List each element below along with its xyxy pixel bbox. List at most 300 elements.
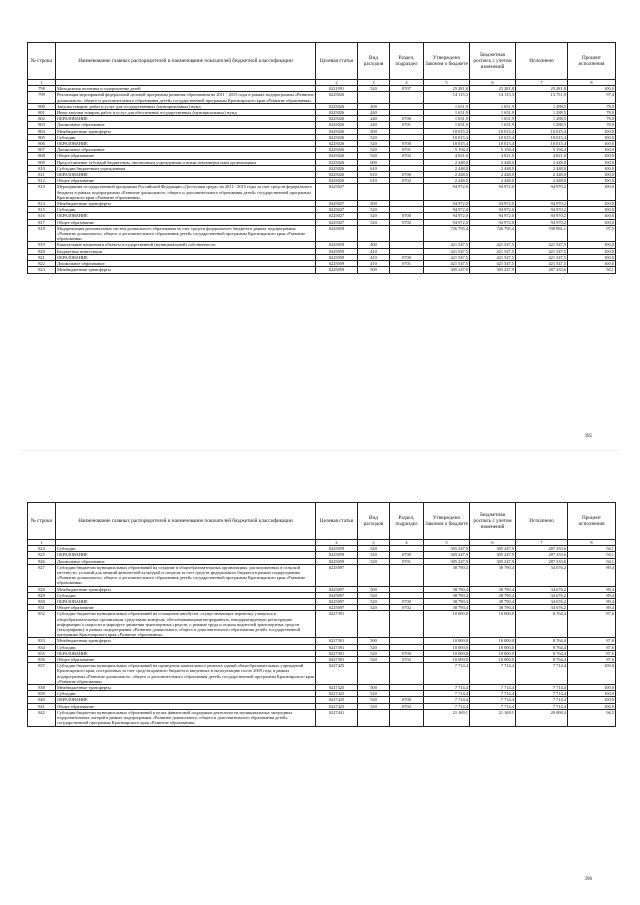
target-article-cell: 0225026	[316, 153, 358, 159]
row-number-cell: 814	[28, 201, 56, 207]
approved-amount-cell: 94 972,0	[424, 201, 470, 207]
index-cell: 1	[28, 80, 56, 86]
expense-type-cell: 520	[358, 219, 390, 225]
percent-cell: 100,0	[568, 134, 616, 140]
row-number-cell: 807	[28, 147, 56, 153]
executed-amount-cell: 4 821,0	[516, 153, 568, 159]
target-article-cell: 0225027	[316, 219, 358, 225]
roster-amount-cell: 1 651,9	[470, 110, 516, 116]
percent-cell: 94,1	[568, 267, 616, 273]
target-article-cell: 0225097	[316, 599, 358, 605]
executed-amount-cell: 7 714,4	[516, 663, 568, 685]
executed-amount-cell: 2 448,0	[516, 159, 568, 165]
roster-amount-cell: 305 247,9	[470, 552, 516, 558]
row-name-cell: Межбюджетные трансферты	[56, 586, 316, 592]
row-number-cell: 817	[28, 219, 56, 225]
page-number: 395	[584, 434, 592, 439]
row-name-cell: Межбюджетные трансферты	[56, 128, 316, 134]
section-cell: 0702	[390, 153, 424, 159]
row-number-cell: 800	[28, 103, 56, 109]
index-cell: 6	[470, 80, 516, 86]
percent-cell: 89,4	[568, 586, 616, 592]
approved-amount-cell: 21 169,1	[424, 709, 470, 726]
col-header-approved: Утверждено Законом о бюджете	[424, 503, 470, 540]
table-body	[28, 546, 616, 726]
roster-amount-cell: 94 972,0	[470, 207, 516, 213]
section-cell: 0702	[390, 219, 424, 225]
roster-amount-cell: 94 972,0	[470, 201, 516, 207]
target-article-cell: 0225097	[316, 592, 358, 598]
percent-cell: 100,0	[568, 242, 616, 248]
page-number: 396	[584, 877, 592, 882]
percent-cell: 100,0	[568, 248, 616, 254]
row-name-cell: Дошкольное образование	[56, 261, 316, 267]
executed-amount-cell: 7 714,4	[516, 697, 568, 703]
section-cell: 0700	[390, 254, 424, 260]
table-row	[28, 267, 616, 273]
budget-table-page-396	[27, 502, 616, 727]
target-article-cell: 0225059	[316, 248, 358, 254]
executed-amount-cell: 2 448,0	[516, 172, 568, 178]
document-page-395	[0, 0, 640, 448]
roster-amount-cell: 14 115,3	[470, 92, 516, 103]
row-name-cell: Бюджетные инвестиции	[56, 248, 316, 254]
target-article-cell: 0225026	[316, 122, 358, 128]
expense-type-cell: 500	[358, 128, 390, 134]
target-article-cell: 0225026	[316, 178, 358, 184]
approved-amount-cell: 2 448,0	[424, 178, 470, 184]
roster-amount-cell: 10 000,0	[470, 644, 516, 650]
header-row	[28, 43, 616, 80]
executed-amount-cell: 10 015,4	[516, 141, 568, 147]
percent-cell: 94,1	[568, 552, 616, 558]
col-header-executed: Исполнено	[516, 43, 568, 80]
section-cell	[390, 663, 424, 685]
row-number-cell: 837	[28, 663, 56, 685]
approved-amount-cell: 38 790,4	[424, 599, 470, 605]
col-header-name: Наименование главных распорядителей и наименование показателей бюджетной классификации	[56, 43, 316, 80]
col-header-num: № строки	[28, 43, 56, 80]
col-header-razdel: Раздел, подраздел	[390, 43, 424, 80]
index-cell: 5	[424, 80, 470, 86]
approved-amount-cell: 94 972,0	[424, 207, 470, 213]
target-article-cell: 0225059	[316, 558, 358, 564]
percent-cell: 100,0	[568, 165, 616, 171]
percent-cell: 87,6	[568, 611, 616, 638]
row-number-cell: 828	[28, 586, 56, 592]
target-article-cell: 0225097	[316, 586, 358, 592]
approved-amount-cell: 10 000,0	[424, 650, 470, 656]
row-name-cell: Молодежная политика и оздоровление детей	[56, 86, 316, 92]
expense-type-cell	[358, 663, 390, 685]
row-name-cell: Субсидии	[56, 592, 316, 598]
approved-amount-cell: 10 000,0	[424, 657, 470, 663]
expense-type-cell: 520	[358, 213, 390, 219]
row-number-cell: 833	[28, 638, 56, 644]
percent-cell: 100,0	[568, 219, 616, 225]
target-article-cell: 0227391	[316, 657, 358, 663]
percent-cell: 78,0	[568, 122, 616, 128]
approved-amount-cell: 38 790,4	[424, 592, 470, 598]
executed-amount-cell: 10 015,4	[516, 128, 568, 134]
approved-amount-cell: 1 651,9	[424, 110, 470, 116]
index-cell: 2	[316, 540, 358, 546]
approved-amount-cell: 7 714,4	[424, 663, 470, 685]
approved-amount-cell: 7 714,4	[424, 703, 470, 709]
percent-cell: 100,0	[568, 697, 616, 703]
approved-amount-cell: 38 790,4	[424, 564, 470, 586]
percent-cell: 94,1	[568, 546, 616, 552]
row-name-cell: Общее образование	[56, 703, 316, 709]
executed-amount-cell: 10 015,4	[516, 134, 568, 140]
target-article-cell: 0225097	[316, 564, 358, 586]
index-cell: 4	[390, 80, 424, 86]
approved-amount-cell: 305 247,9	[424, 552, 470, 558]
section-cell	[390, 709, 424, 726]
row-number-cell: 813	[28, 184, 56, 201]
col-header-vid: Вид расходов	[358, 43, 390, 80]
col-header-roster: Бюджетная роспись с учетом изменений	[470, 43, 516, 80]
expense-type-cell: 520	[358, 207, 390, 213]
target-article-cell: 0225059	[316, 261, 358, 267]
percent-cell: 78,0	[568, 110, 616, 116]
col-header-approved: Утверждено Законом о бюджете	[424, 43, 470, 80]
approved-amount-cell: 38 790,4	[424, 586, 470, 592]
row-number-cell: 802	[28, 116, 56, 122]
roster-amount-cell: 2 448,0	[470, 178, 516, 184]
col-header-target: Целевая статья	[316, 43, 358, 80]
index-cell: 3	[358, 80, 390, 86]
section-cell: 0701	[390, 558, 424, 564]
target-article-cell: 0225026	[316, 128, 358, 134]
executed-amount-cell: 2 448,0	[516, 165, 568, 171]
document-page-396	[0, 455, 640, 905]
roster-amount-cell: 10 000,0	[470, 638, 516, 644]
row-number-cell: 825	[28, 552, 56, 558]
expense-type-cell: 610	[358, 165, 390, 171]
expense-type-cell	[358, 92, 390, 103]
approved-amount-cell: 7 714,4	[424, 691, 470, 697]
approved-amount-cell: 421 547,5	[424, 248, 470, 254]
target-article-cell: 0225027	[316, 201, 358, 207]
row-number-cell: 826	[28, 558, 56, 564]
expense-type-cell: 500	[358, 685, 390, 691]
executed-amount-cell: 1 288,5	[516, 110, 568, 116]
executed-amount-cell: 8 764,4	[516, 638, 568, 644]
row-name-cell: Дошкольное образование	[56, 122, 316, 128]
target-article-cell: 0227391	[316, 644, 358, 650]
expense-type-cell: 520	[358, 546, 390, 552]
approved-amount-cell: 10 015,4	[424, 128, 470, 134]
executed-amount-cell: 287 333,6	[516, 546, 568, 552]
row-number-cell: 810	[28, 165, 56, 171]
percent-cell: 100,0	[568, 86, 616, 92]
approved-amount-cell: 7 714,4	[424, 697, 470, 703]
roster-amount-cell: 10 015,4	[470, 134, 516, 140]
roster-amount-cell: 5 194,4	[470, 147, 516, 153]
percent-cell: 78,0	[568, 116, 616, 122]
row-name-cell: Субсидии бюджетам муниципальных образований на проведение капитального ремонта зданий общеобразовательных учреждений Красноярского края, построенных за счет средств краевого бюджета и введенных в эксплуатацию после 2009 года, в рамках подпрограммы «Развитие дошкольного, общего и дополнительного образования детей» государственной программы Красноярского края «Развитие образования»	[57, 663, 314, 684]
expense-type-cell: 500	[358, 586, 390, 592]
row-number-cell: 805	[28, 134, 56, 140]
roster-amount-cell: 38 790,4	[470, 599, 516, 605]
row-name-cell: Межбюджетные трансферты	[56, 201, 316, 207]
roster-amount-cell: 305 247,9	[470, 546, 516, 552]
col-header-pct: Процент исполнения	[568, 503, 616, 540]
expense-type-cell: 520	[358, 703, 390, 709]
target-article-cell: 0225059	[316, 254, 358, 260]
roster-amount-cell: 94 972,0	[470, 184, 516, 201]
roster-amount-cell: 2 448,0	[470, 165, 516, 171]
section-cell	[390, 611, 424, 638]
approved-amount-cell: 2 448,0	[424, 172, 470, 178]
row-name-cell: Субсидии	[56, 207, 316, 213]
expense-type-cell: 520	[358, 697, 390, 703]
col-header-num: № строки	[28, 503, 56, 540]
executed-amount-cell: 34 676,2	[516, 592, 568, 598]
col-header-name: Наименование главных распорядителей и наименование показателей бюджетной классификации	[56, 503, 316, 540]
expense-type-cell: 520	[358, 558, 390, 564]
target-article-cell: 0227425	[316, 697, 358, 703]
executed-amount-cell: 34 676,2	[516, 564, 568, 586]
approved-amount-cell: 1 651,9	[424, 116, 470, 122]
target-article-cell: 0225027	[316, 184, 358, 201]
target-article-cell: 0225026	[316, 147, 358, 153]
expense-type-cell	[358, 184, 390, 201]
expense-type-cell: 520	[358, 644, 390, 650]
section-cell	[390, 267, 424, 273]
row-name-cell: ОБРАЗОВАНИЕ	[56, 172, 316, 178]
target-article-cell: 0225027	[316, 213, 358, 219]
target-article-cell: 0225026	[316, 165, 358, 171]
expense-type-cell: 500	[358, 638, 390, 644]
percent-cell: 78,0	[568, 103, 616, 109]
target-article-cell: 0227425	[316, 703, 358, 709]
index-cell: 7	[516, 80, 568, 86]
section-cell: 0700	[390, 141, 424, 147]
target-article-cell: 0225027	[316, 207, 358, 213]
target-article-cell: 0227425	[316, 663, 358, 685]
percent-cell: 100,0	[568, 178, 616, 184]
roster-amount-cell: 305 247,9	[470, 267, 516, 273]
section-cell: 0702	[390, 178, 424, 184]
target-article-cell: 0221991	[316, 86, 358, 92]
roster-amount-cell: 38 790,4	[470, 592, 516, 598]
percent-cell: 89,4	[568, 564, 616, 586]
row-name-cell: ОБРАЗОВАНИЕ	[56, 599, 316, 605]
row-name-cell: Дошкольное образование	[56, 147, 316, 153]
roster-amount-cell: 4 821,0	[470, 153, 516, 159]
expense-type-cell: 500	[358, 201, 390, 207]
col-header-razdel: Раздел, подраздел	[390, 503, 424, 540]
executed-amount-cell: 8 764,4	[516, 611, 568, 638]
executed-amount-cell: 13 751,9	[516, 92, 568, 103]
executed-amount-cell: 421 547,5	[516, 254, 568, 260]
expense-type-cell: 520	[358, 599, 390, 605]
target-article-cell: 0225026	[316, 141, 358, 147]
roster-amount-cell: 94 972,0	[470, 213, 516, 219]
percent-cell: 100,0	[568, 172, 616, 178]
expense-type-cell: 520	[358, 605, 390, 611]
row-number-cell: 840	[28, 697, 56, 703]
section-cell: 0702	[390, 605, 424, 611]
target-article-cell: 0225059	[316, 242, 358, 248]
expense-type-cell	[358, 709, 390, 726]
row-number-cell: 801	[28, 110, 56, 116]
executed-amount-cell: 287 333,6	[516, 558, 568, 564]
executed-amount-cell: 34 676,2	[516, 605, 568, 611]
row-name-cell: ОБРАЗОВАНИЕ	[56, 116, 316, 122]
approved-amount-cell: 38 790,4	[424, 605, 470, 611]
row-number-cell: 834	[28, 644, 56, 650]
percent-cell: 87,6	[568, 638, 616, 644]
approved-amount-cell: 1 651,9	[424, 122, 470, 128]
expense-type-cell: 520	[358, 650, 390, 656]
target-article-cell: 0227391	[316, 611, 358, 638]
row-number-cell: 822	[28, 261, 56, 267]
roster-amount-cell: 7 714,4	[470, 697, 516, 703]
approved-amount-cell: 7 714,4	[424, 685, 470, 691]
target-article-cell: 0225059	[316, 552, 358, 558]
expense-type-cell: 520	[358, 592, 390, 598]
target-article-cell: 0227425	[316, 691, 358, 697]
index-cell: 4	[390, 540, 424, 546]
executed-amount-cell: 421 547,5	[516, 248, 568, 254]
approved-amount-cell: 305 247,9	[424, 546, 470, 552]
section-cell: 0702	[390, 657, 424, 663]
row-name-cell: Субсидии бюджетам муниципальных образований в целях финансовой поддержки деятельности муниципальных загородных оздоровительных лагерей в рамках подпрограммы «Развитие дошкольного, общего и дополнительного образования детей» государственной программы Красноярского края «Развитие образования»	[56, 709, 316, 726]
row-name-cell: Субсидии	[56, 134, 316, 140]
target-article-cell: 0225059	[316, 546, 358, 552]
expense-type-cell: 520	[358, 552, 390, 558]
executed-amount-cell: 421 547,5	[516, 261, 568, 267]
row-number-cell: 808	[28, 153, 56, 159]
percent-cell: 100,0	[568, 201, 616, 207]
target-article-cell: 0225026	[316, 134, 358, 140]
percent-cell: 97,4	[568, 92, 616, 103]
roster-amount-cell: 2 448,0	[470, 159, 516, 165]
roster-amount-cell: 305 247,9	[470, 558, 516, 564]
row-number-cell: 809	[28, 159, 56, 165]
roster-amount-cell: 1 651,9	[470, 122, 516, 128]
row-name-cell: Общее образование	[56, 219, 316, 225]
row-name-cell: Субсидии бюджетным учреждениям	[56, 165, 316, 171]
percent-cell: 89,4	[568, 592, 616, 598]
executed-amount-cell: 287 333,6	[516, 267, 568, 273]
percent-cell: 94,5	[568, 709, 616, 726]
row-number-cell: 816	[28, 213, 56, 219]
row-name-cell: Межбюджетные трансферты	[56, 267, 316, 273]
row-name-cell: Субсидии	[56, 546, 316, 552]
expense-type-cell: 240	[358, 110, 390, 116]
index-cell: 8	[568, 80, 616, 86]
col-header-target: Целевая статья	[316, 503, 358, 540]
index-cell: 6	[470, 540, 516, 546]
approved-amount-cell: 25 281,8	[424, 86, 470, 92]
section-cell: 0700	[390, 697, 424, 703]
percent-cell: 100,0	[568, 159, 616, 165]
roster-amount-cell: 10 000,0	[470, 611, 516, 638]
approved-amount-cell: 305 247,9	[424, 558, 470, 564]
table-row	[28, 611, 616, 638]
executed-amount-cell: 1 288,5	[516, 122, 568, 128]
executed-amount-cell: 2 448,0	[516, 178, 568, 184]
executed-amount-cell: 94 970,2	[516, 207, 568, 213]
row-number-cell: 836	[28, 657, 56, 663]
executed-amount-cell: 25 281,8	[516, 86, 568, 92]
approved-amount-cell: 10 000,0	[424, 638, 470, 644]
row-number-cell: 811	[28, 172, 56, 178]
expense-type-cell: 410	[358, 248, 390, 254]
approved-amount-cell: 14 115,3	[424, 92, 470, 103]
row-number-cell: 819	[28, 242, 56, 248]
approved-amount-cell: 421 547,5	[424, 254, 470, 260]
executed-amount-cell: 708 881,1	[516, 225, 568, 242]
row-name-cell: ОБРАЗОВАНИЕ	[56, 650, 316, 656]
row-name-cell: Закупка товаров, работ и услуг для государственных (муниципальных) нужд	[56, 103, 316, 109]
expense-type-cell: 240	[358, 116, 390, 122]
section-cell: 0700	[390, 213, 424, 219]
approved-amount-cell: 94 972,0	[424, 219, 470, 225]
row-name-cell: Дошкольное образование	[56, 558, 316, 564]
budget-table-page-395	[27, 42, 616, 274]
percent-cell: 100,0	[568, 691, 616, 697]
expense-type-cell	[358, 225, 390, 242]
section-cell: 0707	[390, 86, 424, 92]
row-number-cell: 806	[28, 141, 56, 147]
approved-amount-cell: 94 972,0	[424, 184, 470, 201]
expense-type-cell: 520	[358, 691, 390, 697]
row-number-cell: 820	[28, 248, 56, 254]
section-cell: 0700	[390, 650, 424, 656]
target-article-cell: 0225059	[316, 267, 358, 273]
expense-type-cell: 240	[358, 122, 390, 128]
row-name-cell: Капитальные вложения в объекты государственной (муниципальной) собственности	[56, 242, 316, 248]
row-name-cell: Межбюджетные трансферты	[56, 638, 316, 644]
section-cell: 0700	[390, 116, 424, 122]
index-cell: 1	[28, 540, 56, 546]
index-cell: 8	[568, 540, 616, 546]
row-name-cell: Модернизация региональных систем дошкольного образования за счет средств федерального бюджета в рамках подпрограммы «Развитие дошкольного, общего и дополнительного образования детей» государственной программы Красноярского края «Развитие образования»	[56, 225, 316, 242]
row-number-cell: 830	[28, 599, 56, 605]
roster-amount-cell: 421 547,5	[470, 248, 516, 254]
section-cell: 0701	[390, 147, 424, 153]
percent-cell: 100,0	[568, 703, 616, 709]
section-cell	[390, 184, 424, 201]
row-number-cell: 804	[28, 128, 56, 134]
row-number-cell: 835	[28, 650, 56, 656]
approved-amount-cell: 10 015,4	[424, 141, 470, 147]
row-number-cell: 841	[28, 703, 56, 709]
expense-type-cell: 520	[358, 153, 390, 159]
row-name-cell: Субсидии	[56, 691, 316, 697]
col-header-pct: Процент исполнения	[568, 43, 616, 80]
row-number-cell: 799	[28, 92, 56, 103]
approved-amount-cell: 10 015,4	[424, 134, 470, 140]
executed-amount-cell: 8 764,4	[516, 657, 568, 663]
row-number-cell: 827	[28, 564, 56, 586]
executed-amount-cell: 8 764,4	[516, 650, 568, 656]
table-row	[28, 225, 616, 242]
table-body	[28, 86, 616, 273]
executed-amount-cell: 20 008,4	[516, 709, 568, 726]
executed-amount-cell: 94 970,2	[516, 184, 568, 201]
row-number-cell: 803	[28, 122, 56, 128]
target-article-cell: 0225026	[316, 116, 358, 122]
expense-type-cell: 520	[358, 147, 390, 153]
percent-cell: 100,0	[568, 261, 616, 267]
expense-type-cell	[358, 564, 390, 586]
